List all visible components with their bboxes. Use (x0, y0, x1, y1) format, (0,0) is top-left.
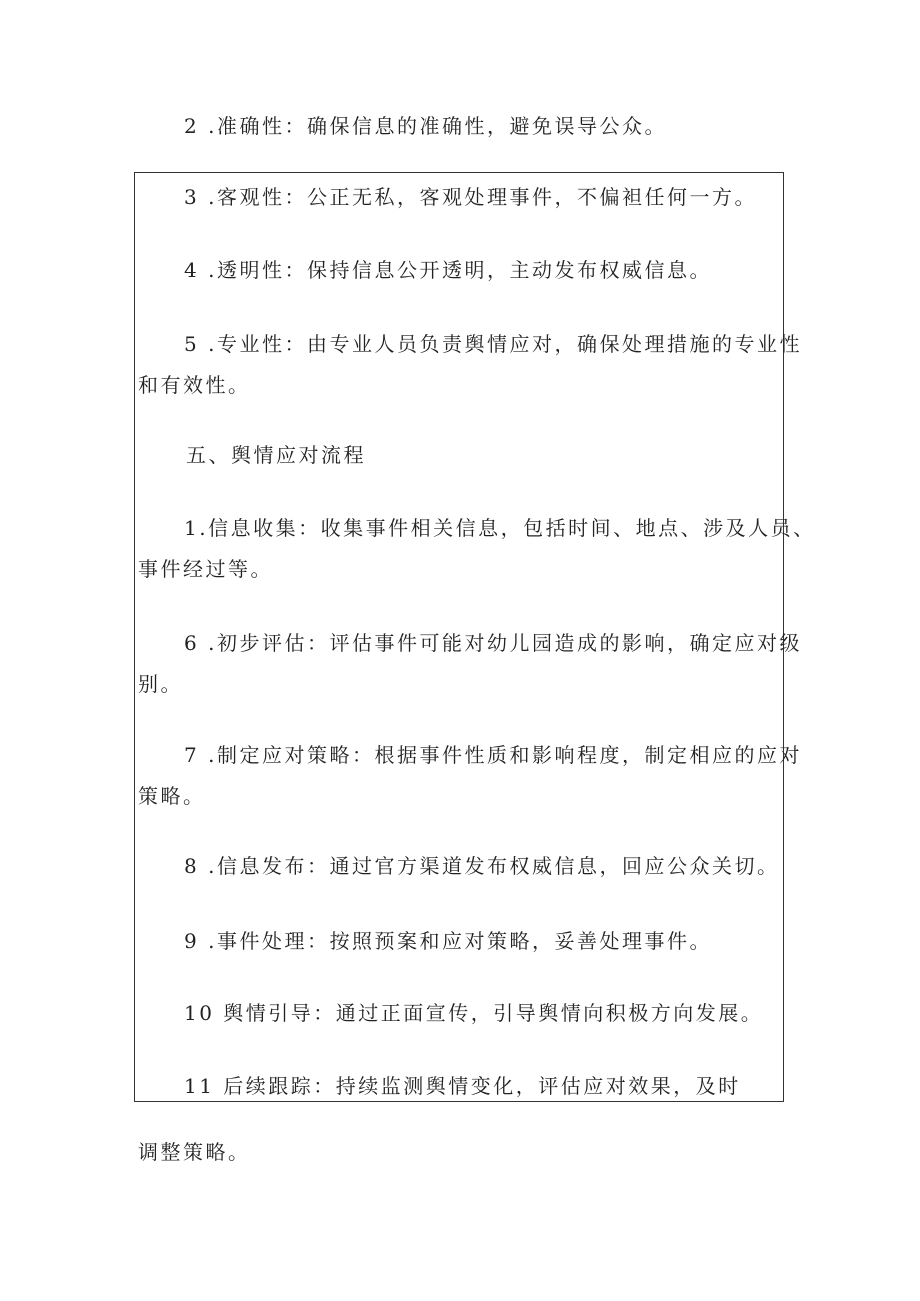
principle-professionalism-cont: 和有效性。 (138, 373, 251, 397)
step-opinion-guidance: 10 舆情引导：通过正面宣传，引导舆情向积极方向发展。 (184, 1001, 764, 1025)
principle-objectivity: 3 .客观性：公正无私，客观处理事件，不偏袒任何一方。 (184, 185, 757, 209)
step-follow-up: 11 后续跟踪：持续监测舆情变化，评估应对效果，及时 (184, 1074, 741, 1098)
principle-transparency: 4 .透明性：保持信息公开透明，主动发布权威信息。 (184, 258, 712, 282)
step-follow-up-cont: 调整策略。 (138, 1140, 251, 1164)
step-info-collection: 1.信息收集：收集事件相关信息，包括时间、地点、涉及人员、 (184, 516, 816, 540)
step-info-collection-cont: 事件经过等。 (138, 557, 273, 581)
principle-professionalism: 5 .专业性：由专业人员负责舆情应对，确保处理措施的专业性 (184, 332, 802, 356)
step-strategy: 7 .制定应对策略：根据事件性质和影响程度，制定相应的应对 (184, 743, 802, 767)
section-heading: 五、舆情应对流程 (186, 443, 366, 467)
step-event-handling: 9 .事件处理：按照预案和应对策略，妥善处理事件。 (184, 929, 712, 953)
step-strategy-cont: 策略。 (138, 784, 206, 808)
step-info-release: 8 .信息发布：通过官方渠道发布权威信息，回应公众关切。 (184, 854, 780, 878)
step-initial-assessment: 6 .初步评估：评估事件可能对幼儿园造成的影响，确定应对级 (184, 631, 802, 655)
step-initial-assessment-cont: 别。 (138, 672, 183, 696)
principle-accuracy: 2 .准确性：确保信息的准确性，避免误导公众。 (184, 114, 667, 138)
